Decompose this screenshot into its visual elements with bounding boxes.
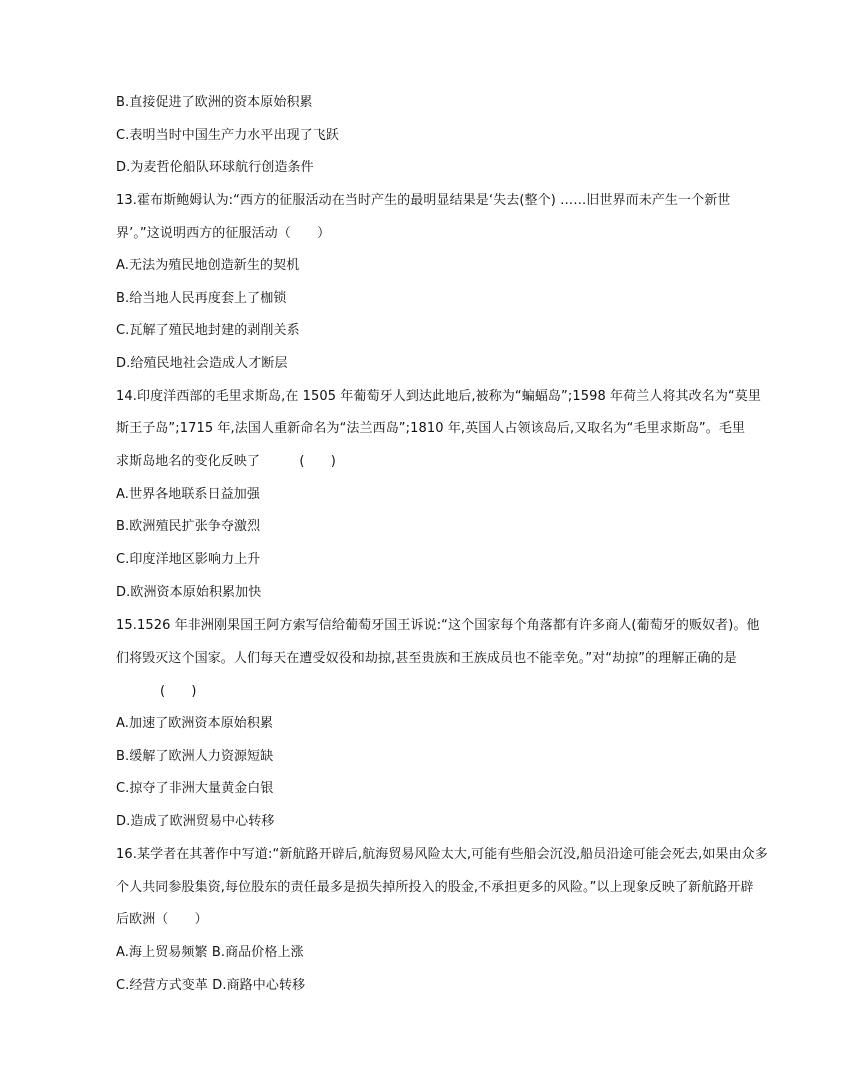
q14-stem-line-2: 斯王子岛”;1715 年,法国人重新命名为“法兰西岛”;1810 年,英国人占领该岛后,又取名为“毛里求斯岛”。毛里 bbox=[116, 421, 746, 436]
q13-option-c: C.瓦解了殖民地封建的剥削关系 bbox=[116, 323, 300, 338]
q16-stem-line-1: 16.某学者在其著作中写道:“新航路开辟后,航海贸易风险太大,可能有些船会沉没,船员沿途可能会死去,如果由众多 bbox=[116, 847, 768, 862]
q15-answer-paren: ( ) bbox=[160, 684, 197, 699]
q15-option-a: A.加速了欧洲资本原始积累 bbox=[116, 716, 274, 731]
q15-stem-line-2: 们将毁灭这个国家。人们每天在遭受奴役和劫掠,甚至贵族和王族成员也不能幸免。”对“劫掠”的理解正确的是 bbox=[116, 651, 737, 666]
q12-option-d: D.为麦哲伦船队环球航行创造条件 bbox=[116, 160, 314, 175]
q14-stem-line-3: 求斯岛地名的变化反映了 ( ) bbox=[116, 454, 336, 469]
q13-stem-line-2: 界’。”这说明西方的征服活动（ ） bbox=[116, 226, 331, 241]
q14-stem-line-1: 14.印度洋西部的毛里求斯岛,在 1505 年葡萄牙人到达此地后,被称为“蝙蝠岛”;1598 年荷兰人将其改名为“莫里 bbox=[116, 389, 761, 404]
q16-stem-line-2: 个人共同参股集资,每位股东的责任最多是损失掉所投入的股金,不承担更多的风险。”以上现象反映了新航路开辟 bbox=[116, 880, 754, 895]
q14-option-b: B.欧洲殖民扩张争夺激烈 bbox=[116, 519, 261, 534]
q15-stem-line-1: 15.1526 年非洲刚果国王阿方索写信给葡萄牙国王诉说:“这个国家每个角落都有许多商人(葡萄牙的贩奴者)。他 bbox=[116, 618, 760, 633]
q16-options-cd: C.经营方式变革 D.商路中心转移 bbox=[116, 978, 306, 993]
q12-option-b: B.直接促进了欧洲的资本原始积累 bbox=[116, 95, 313, 110]
q13-stem-line-1: 13.霍布斯鲍姆认为:“西方的征服活动在当时产生的最明显结果是‘失去(整个) ……旧世界而未产生一个新世 bbox=[116, 193, 731, 208]
q13-option-b: B.给当地人民再度套上了枷锁 bbox=[116, 291, 287, 306]
q15-option-c: C.掠夺了非洲大量黄金白银 bbox=[116, 781, 274, 796]
q14-option-d: D.欧洲资本原始积累加快 bbox=[116, 585, 262, 600]
q16-stem-line-3: 后欧洲（ ） bbox=[116, 912, 208, 927]
q13-option-d: D.给殖民地社会造成人才断层 bbox=[116, 356, 288, 371]
q15-option-b: B.缓解了欧洲人力资源短缺 bbox=[116, 749, 274, 764]
q14-option-a: A.世界各地联系日益加强 bbox=[116, 487, 260, 502]
q16-options-ab: A.海上贸易频繁 B.商品价格上涨 bbox=[116, 945, 304, 960]
q13-option-a: A.无法为殖民地创造新生的契机 bbox=[116, 258, 300, 273]
q15-option-d: D.造成了欧洲贸易中心转移 bbox=[116, 814, 275, 829]
q12-option-c: C.表明当时中国生产力水平出现了飞跃 bbox=[116, 128, 340, 143]
q14-option-c: C.印度洋地区影响力上升 bbox=[116, 552, 261, 567]
